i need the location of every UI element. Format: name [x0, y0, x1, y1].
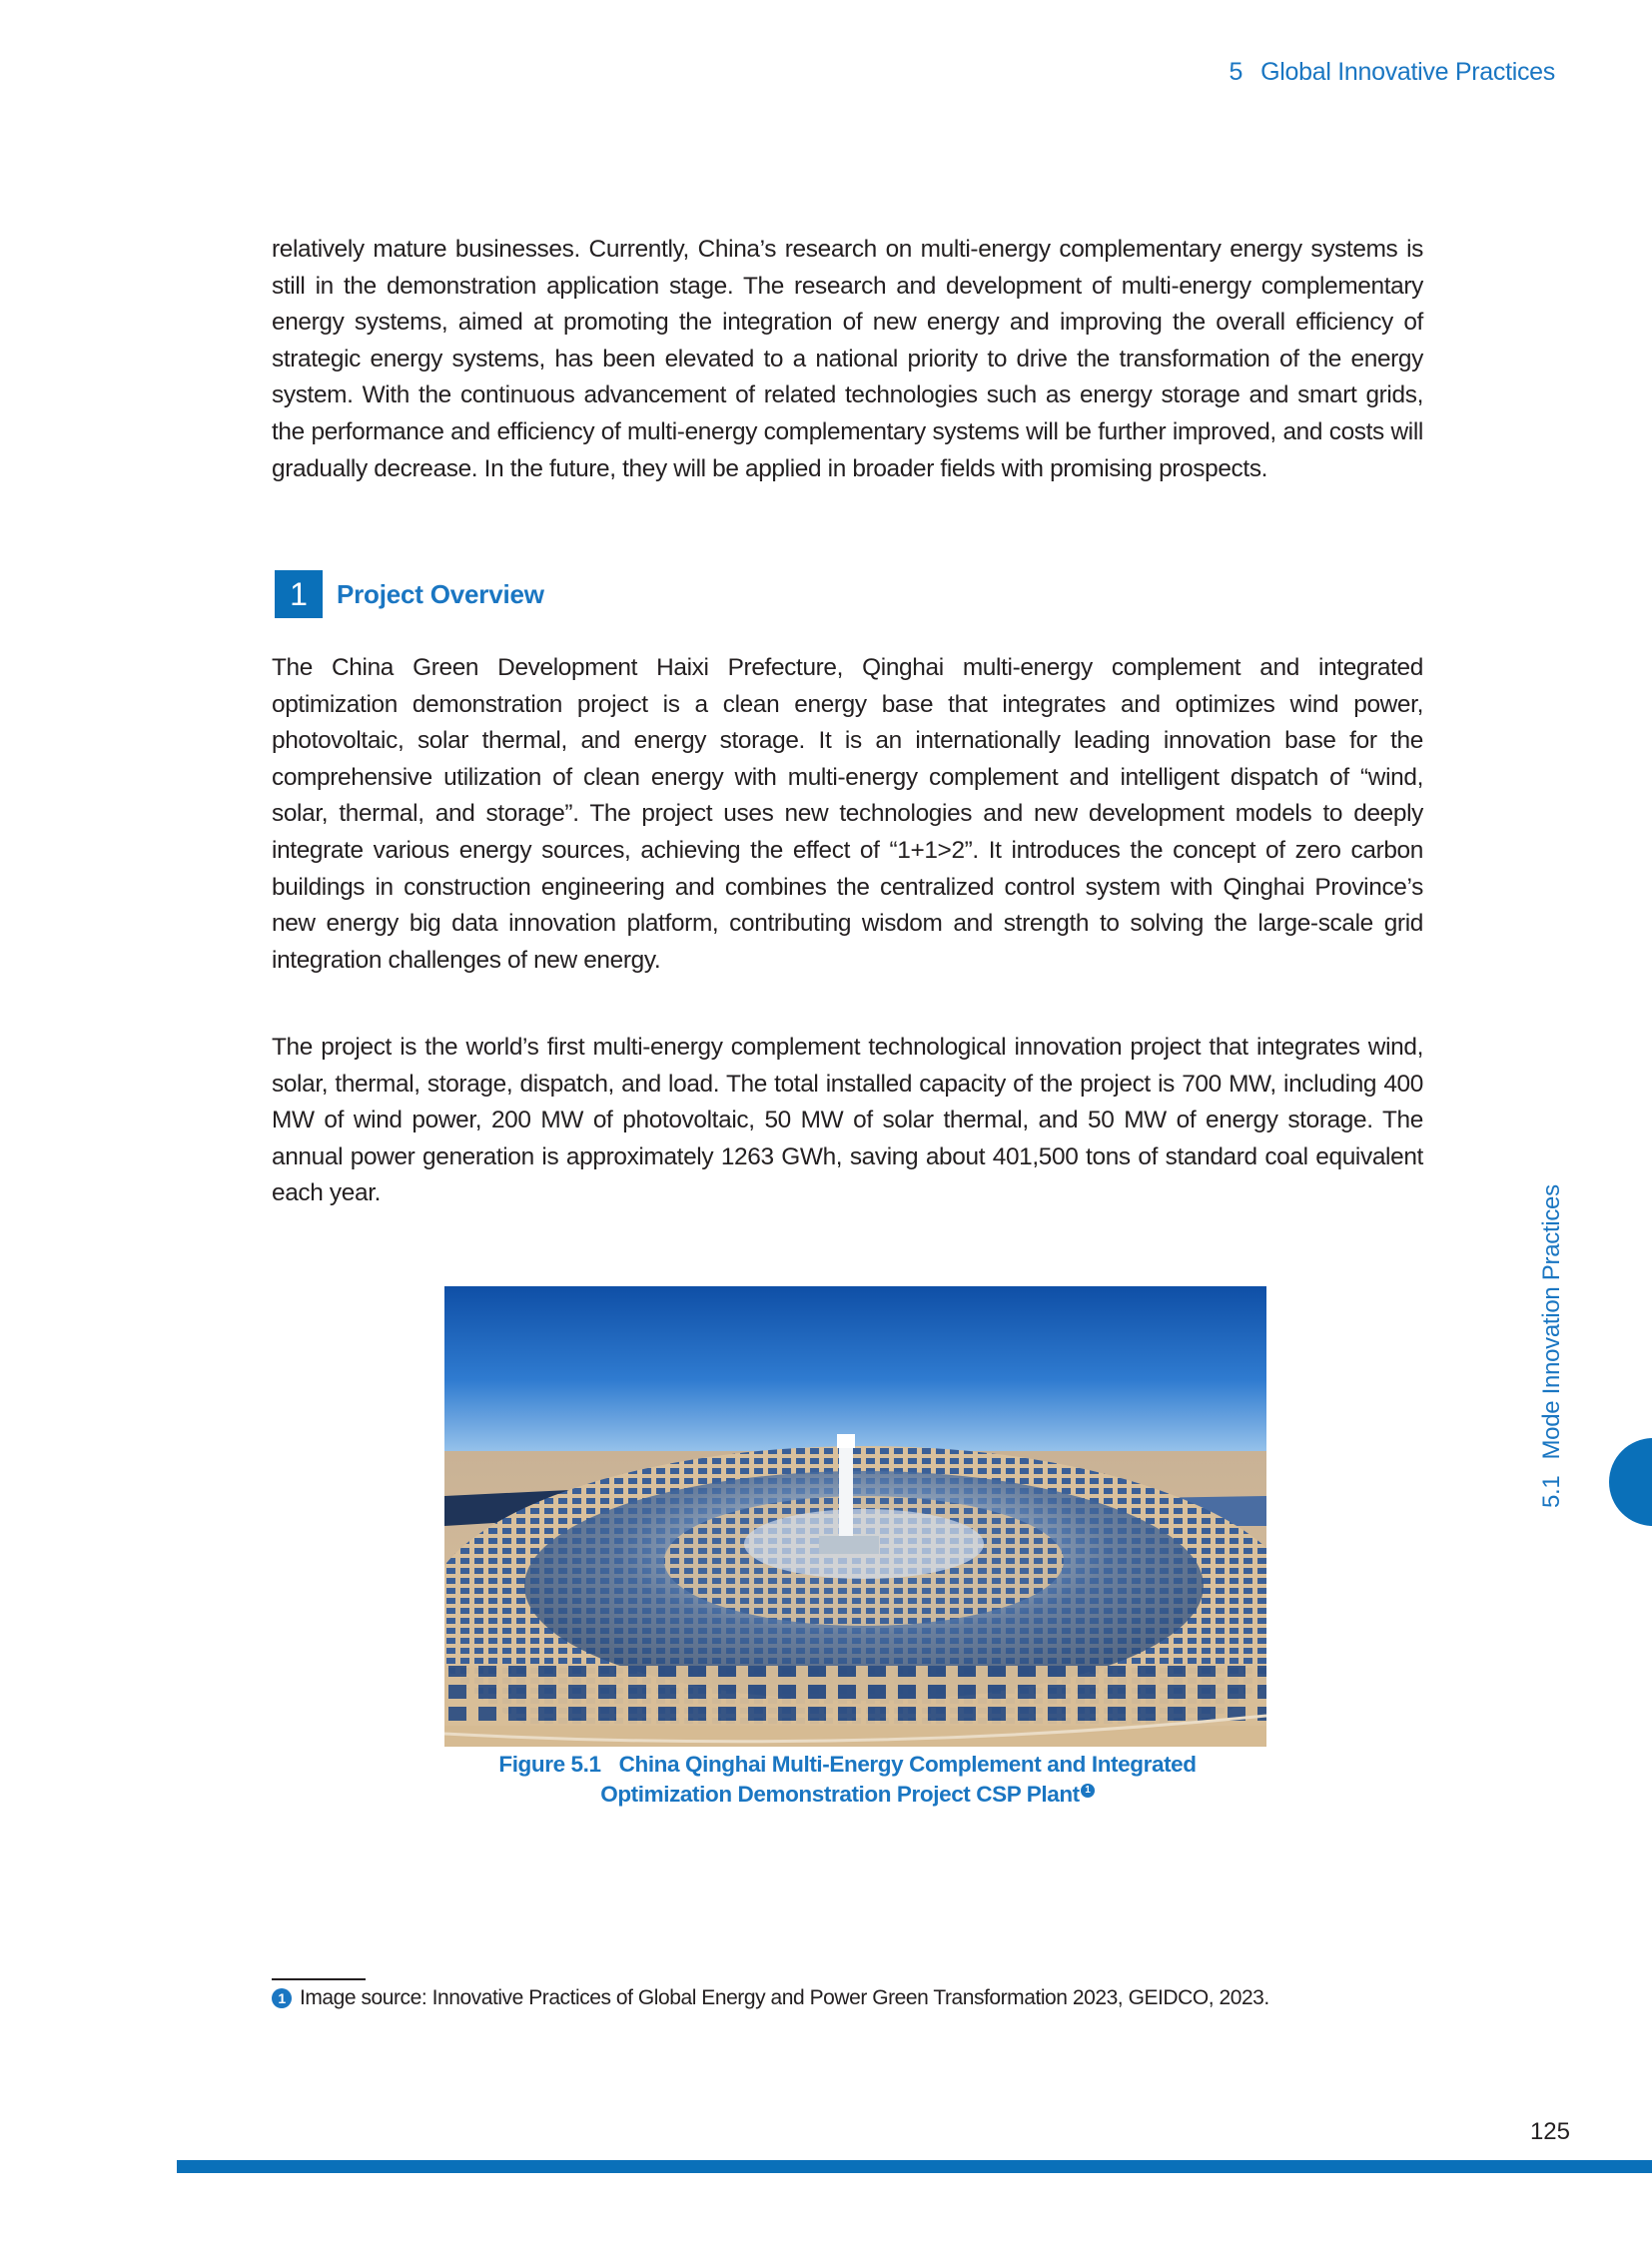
footnote	[272, 1983, 1269, 2013]
body-column-intro	[272, 232, 1423, 487]
figure-caption	[272, 1750, 1423, 1810]
footer-bar	[177, 2160, 1652, 2173]
body-column-overview-2	[272, 1030, 1423, 1212]
figure-caption-text-2: Optimization Demonstration Project CSP Plant	[600, 1782, 1080, 1807]
page-number: 125	[1529, 2118, 1570, 2145]
figure-caption-line-2	[272, 1780, 1423, 1810]
paragraph-overview-2: The project is the world’s first multi-energy complement technological innovation project that integrates wind, solar, thermal, storage, dispatch, and load. The total installed capacity of the project is 700 MW, including 400 MW of wind power, 200 MW of photovoltaic, 50 MW of solar thermal, and 50 MW of energy storage. The annual power generation is approximately 1263 GWh, saving about 401,500 tons of standard coal equivalent each year.	[272, 1034, 1423, 1207]
side-section-number: 5.1	[1538, 1475, 1565, 1508]
section-heading	[275, 570, 544, 618]
footnote-text: Image source: Innovative Practices of Global Energy and Power Green Transformation 2023, GEIDCO, 2023.	[300, 1986, 1269, 2009]
chapter-number: 5	[1229, 58, 1243, 86]
figure-label: Figure 5.1	[498, 1752, 601, 1777]
section-thumb-tab	[1609, 1438, 1652, 1526]
footnote-divider	[272, 1978, 366, 1980]
csp-plant-illustration	[444, 1286, 1266, 1747]
side-section-title: Mode Innovation Practices	[1538, 1184, 1565, 1460]
figure-caption-text-1: China Qinghai Multi-Energy Complement and Integrated	[618, 1752, 1197, 1777]
section-title: Project Overview	[337, 578, 544, 609]
body-column-overview-1	[272, 650, 1423, 979]
paragraph-overview-1: The China Green Development Haixi Prefecture, Qinghai multi-energy complement and integrated optimization demonstration project is a clean energy base that integrates and optimizes wind power, photovoltaic, solar thermal, and energy storage. It is an internationally leading innovation base for the comprehensive utilization of clean energy with multi-energy complement and intelligent dispatch of “wind, solar, thermal, and storage”. The project uses new technologies and new development models to deeply integrate various energy sources, achieving the effect of “1+1>2”. It introduces the concept of zero carbon buildings in construction engineering and combines the centralized control system with Qinghai Province’s new energy big data innovation platform, contributing wisdom and strength to solving the large-scale grid integration challenges of new energy.	[272, 654, 1423, 974]
side-section-label	[1536, 1184, 1568, 1508]
footnote-reference-link[interactable]: 1	[1081, 1784, 1095, 1798]
chapter-title: Global Innovative Practices	[1260, 58, 1555, 86]
figure-csp-plant-photo	[444, 1286, 1266, 1747]
running-header	[1230, 58, 1555, 87]
footnote-marker-icon: 1	[272, 1988, 292, 2008]
section-number-badge: 1	[275, 570, 323, 618]
figure-caption-line-1	[272, 1750, 1423, 1780]
paragraph-intro: relatively mature businesses. Currently, China’s research on multi-energy complementary energy systems is still in the demonstration application stage. The research and development of multi-energy complementary energy systems, aimed at promoting the integration of new energy and improving the overall efficiency of strategic energy systems, has been elevated to a national priority to drive the transformation of the energy system. With the continuous advancement of related technologies such as energy storage and smart grids, the performance and efficiency of multi-energy complementary systems will be further improved, and costs will gradually decrease. In the future, they will be applied in broader fields with promising prospects.	[272, 236, 1423, 482]
